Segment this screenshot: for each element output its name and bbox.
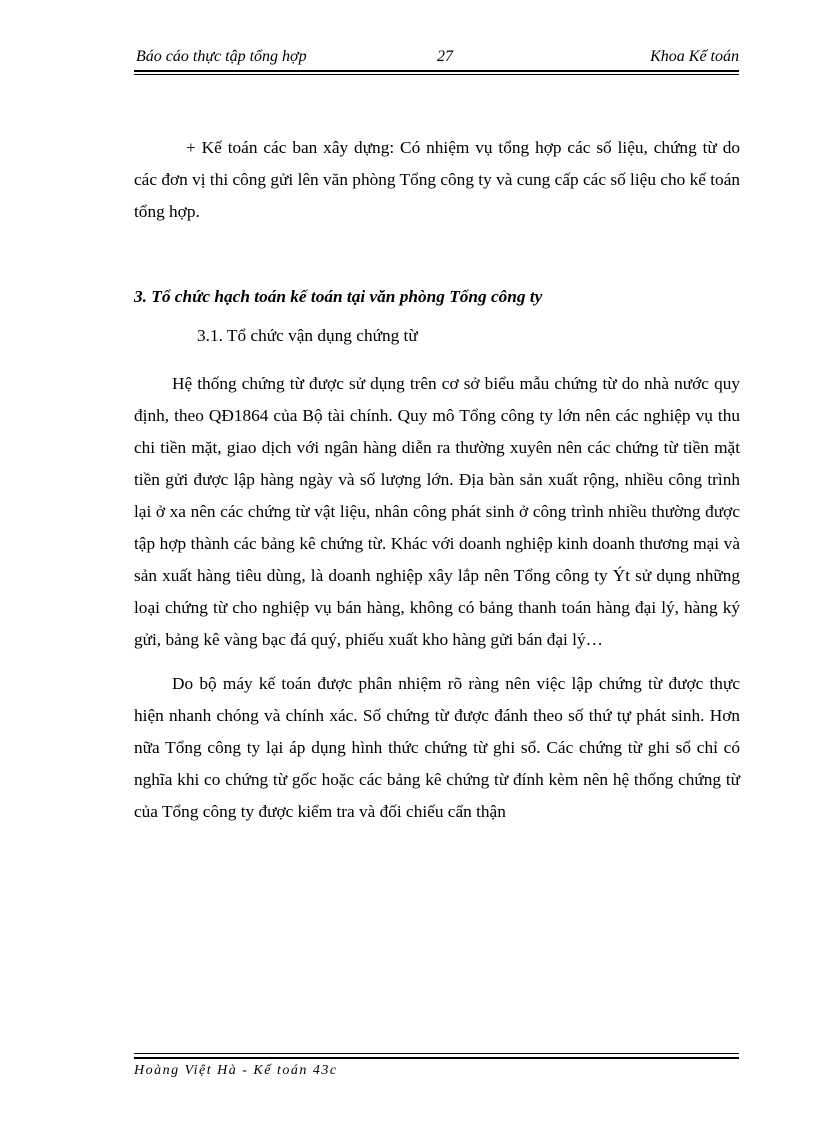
header-report-title: Báo cáo thực tập tổng hợp [136,48,307,65]
header-department: Khoa Kế toán [650,48,739,65]
header-rule [134,70,739,72]
paragraph-2: Do bộ máy kế toán được phân nhiệm rõ ràng nên việc lập chứng từ được thực hiện nhanh chóng và chính xác. Số chứng từ được đánh theo số thứ tự phát sinh. Hơn nữa Tổng công ty lại áp dụng hình thức chứng từ ghi sổ. Các chứng từ ghi sổ chỉ có nghĩa khi co chứng từ gốc hoặc các bảng kê chứng từ đính kèm nên hệ thống chứng từ của Tổng công ty được kiểm tra và đối chiếu cẩn thận [134,674,740,821]
footer-rule [134,1057,739,1059]
body-block [134,368,740,828]
paragraph-gap [134,656,740,668]
header-page-number: 27 [437,48,453,65]
section-title: 3. Tổ chức hạch toán kế toán tại văn phòng Tổng công ty [134,287,543,306]
intro-paragraph: + Kế toán các ban xây dựng: Có nhiệm vụ tổng hợp các số liệu, chứng từ do các đơn vị thi công gửi lên văn phòng Tổng công ty và cung cấp các số liệu cho kế toán tổng hợp. [134,138,740,221]
subsection-title: 3.1. Tổ chức vận dụng chứng từ [197,326,418,345]
paragraph-1: Hệ thống chứng từ được sử dụng trên cơ sở biểu mẫu chứng từ do nhà nước quy định, theo QĐ1864 của Bộ tài chính. Quy mô Tổng công ty lớn nên các nghiệp vụ thu chi tiền mặt, giao dịch với ngân hàng diễn ra thường xuyên nên các chứng từ tiền mặt tiền gửi được lập hàng ngày và số lượng lớn. Địa bàn sản xuất rộng, nhiều công trình lại ở xa nên các chứng từ vật liệu, nhân công phát sinh ở công trình nhiều thường được tập hợp thành các bảng kê chứng từ. Khác với doanh nghiệp kinh doanh thương mại và sản xuất hàng tiêu dùng, là doanh nghiệp xây lắp nên Tổng công ty Ýt sử dụng những loại chứng từ cho nghiệp vụ bán hàng, không có bảng thanh toán hàng đại lý, hàng ký gửi, bảng kê vàng bạc đá quý, phiếu xuất kho hàng gửi bán đại lý… [134,374,740,649]
footer-author: Hoàng Việt Hà - Kế toán 43c [134,1063,338,1078]
page-header [134,47,739,69]
footer-rule-thin [134,1053,739,1054]
header-rule-thin [134,74,739,75]
intro-block [134,132,740,228]
